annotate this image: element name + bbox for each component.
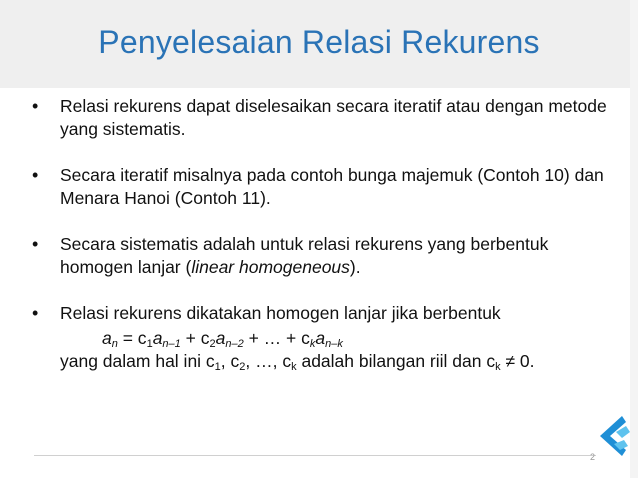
eq-n: n [111, 338, 118, 350]
cond-s2: 2 [239, 361, 246, 373]
slide-title: Penyelesaian Relasi Rekurens [98, 24, 540, 60]
eq-dots-ck: + … + c [243, 328, 310, 348]
bullet-2: • Secara iteratif misalnya pada contoh bunga majemuk (Contoh 10) dan Menara Hanoi (Contoh 11). [32, 164, 622, 210]
condition-line [60, 350, 622, 373]
eq-a2: a [215, 328, 226, 348]
eq-sub-2: 2 [209, 338, 216, 350]
bullet-4 [32, 302, 622, 373]
bullet-3-italic: linear homogeneous [191, 257, 350, 277]
eq-plus-c2: + c [180, 328, 210, 348]
brand-logo-icon [596, 406, 632, 466]
bullet-3-after: ). [349, 257, 361, 277]
eq-a: a [102, 328, 112, 348]
cond-p2: , c [220, 351, 240, 371]
bullet-1: • Relasi rekurens dapat diselesaikan secara iteratif atau dengan metode yang sistematis. [32, 95, 622, 141]
cond-p4: adalah bilangan riil dan c [296, 351, 496, 371]
slide-content [32, 95, 622, 373]
cond-s4: k [495, 361, 501, 373]
eq-a1: a [152, 328, 163, 348]
eq-n-1: n–1 [162, 338, 181, 350]
eq-equals-c: = c [117, 328, 147, 348]
cond-s1: 1 [214, 361, 221, 373]
bullet-3 [32, 233, 622, 279]
recurrence-equation [60, 327, 622, 350]
footer-divider [34, 455, 596, 456]
cond-p3: , …, c [245, 351, 292, 371]
cond-s3: k [291, 361, 297, 373]
cond-p1: yang dalam hal ini c [60, 351, 215, 371]
eq-n-k: n–k [325, 338, 343, 350]
bullet-4-text: • Relasi rekurens dikatakan homogen lanjar jika berbentuk [60, 303, 501, 323]
eq-ak: a [315, 328, 326, 348]
cond-p5: ≠ 0. [500, 351, 535, 371]
eq-sub-1: 1 [146, 338, 153, 350]
eq-n-2: n–2 [225, 338, 244, 350]
page-number: 2 [590, 452, 596, 462]
bullet-3-before: Secara sistematis adalah untuk relasi rekurens yang berbentuk homogen lanjar ( [60, 234, 549, 277]
eq-sub-k: k [309, 338, 316, 350]
